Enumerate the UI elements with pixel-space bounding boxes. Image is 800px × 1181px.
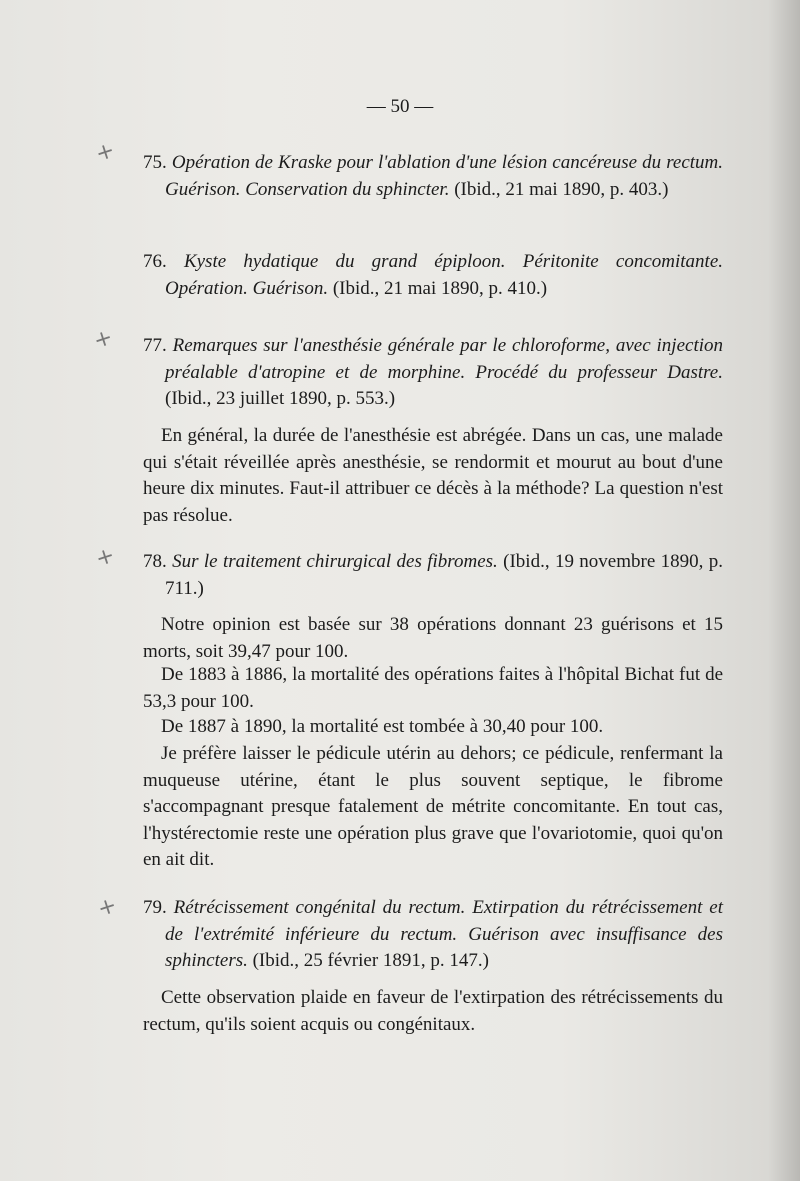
entry-citation: (Ibid., 21 mai 1890, p. 410.) — [328, 277, 548, 299]
bibliography-entry-78 — [143, 549, 723, 602]
entry-number: 76. — [143, 251, 167, 272]
entry-number: 79. — [143, 897, 167, 918]
margin-mark-77: + — [90, 324, 116, 355]
paragraph: Cette observation plaide en faveur de l'extirpation des rétrécissements du rectum, qu'ils soient acquis ou congénitaux. — [143, 987, 723, 1035]
margin-mark-78: + — [92, 542, 118, 573]
entry-citation: (Ibid., 25 février 1891, p. 147.) — [247, 950, 489, 971]
entry-number: 77. — [143, 335, 167, 356]
entry-citation: (Ibid., 19 novembre 1890, p. 711.) — [165, 551, 724, 599]
bibliography-entry-76 — [143, 249, 723, 302]
entry-number: 78. — [143, 551, 167, 572]
entry-number: 75. — [143, 152, 167, 173]
paragraph: Notre opinion est basée sur 38 opérations donnant 23 guérisons et 15 morts, soit 39,47 pour 100. — [143, 614, 723, 662]
entry-title: Opération de Kraske pour l'ablation d'une lésion cancéreuse du rectum. Guérison. Conservation du sphincter. — [165, 152, 724, 200]
entry-title: Rétrécissement congénital du rectum. Extirpation du rétrécissement et de l'extrémité inférieure du rectum. Guérison avec insuffisance des sphincters. — [165, 897, 723, 971]
paragraph: De 1887 à 1890, la mortalité est tombée à 30,40 pour 100. — [161, 716, 604, 737]
paragraph: En général, la durée de l'anesthésie est abrégée. Dans un cas, une malade qui s'était réveillée après anesthésie, se rendormit et mourut au bout d'une heure dix minutes. Faut-il attribuer ce décès à la méthode? La question n'est pas résolue. — [143, 425, 723, 526]
paragraph: Je préfère laisser le pédicule utérin au dehors; ce pédicule, renfermant la muqueuse utérine, étant le plus souvent septique, le fibrome s'accompagnant presque fatalement de métrite concomitante. En tout cas, l'hystérectomie reste une opération plus grave que l'ovariotomie, quoi qu'on en ait dit. — [143, 743, 723, 870]
margin-mark-79: + — [94, 892, 120, 923]
entry-title: Sur le traitement chirurgical des fibromes. — [172, 551, 498, 572]
entry-title: Remarques sur l'anesthésie générale par le chloroforme, avec injection préalable d'atropine et de morphine. Procédé du professeur Dastre. — [165, 335, 723, 383]
bibliography-entry-75 — [143, 150, 723, 203]
margin-mark-75: + — [92, 137, 118, 168]
entry-citation: (Ibid., 23 juillet 1890, p. 553.) — [165, 388, 396, 409]
bibliography-entry-77 — [143, 333, 723, 413]
entry-citation: (Ibid., 21 mai 1890, p. 403.) — [449, 178, 669, 200]
paragraph: De 1883 à 1886, la mortalité des opérations faites à l'hôpital Bichat fut de 53,3 pour 100. — [143, 664, 723, 712]
entry-title: Kyste hydatique du grand épiploon. Péritonite concomitante. Opération. Guérison. — [165, 251, 724, 299]
page-number: — 50 — — [366, 96, 434, 117]
bibliography-entry-79 — [143, 895, 723, 975]
